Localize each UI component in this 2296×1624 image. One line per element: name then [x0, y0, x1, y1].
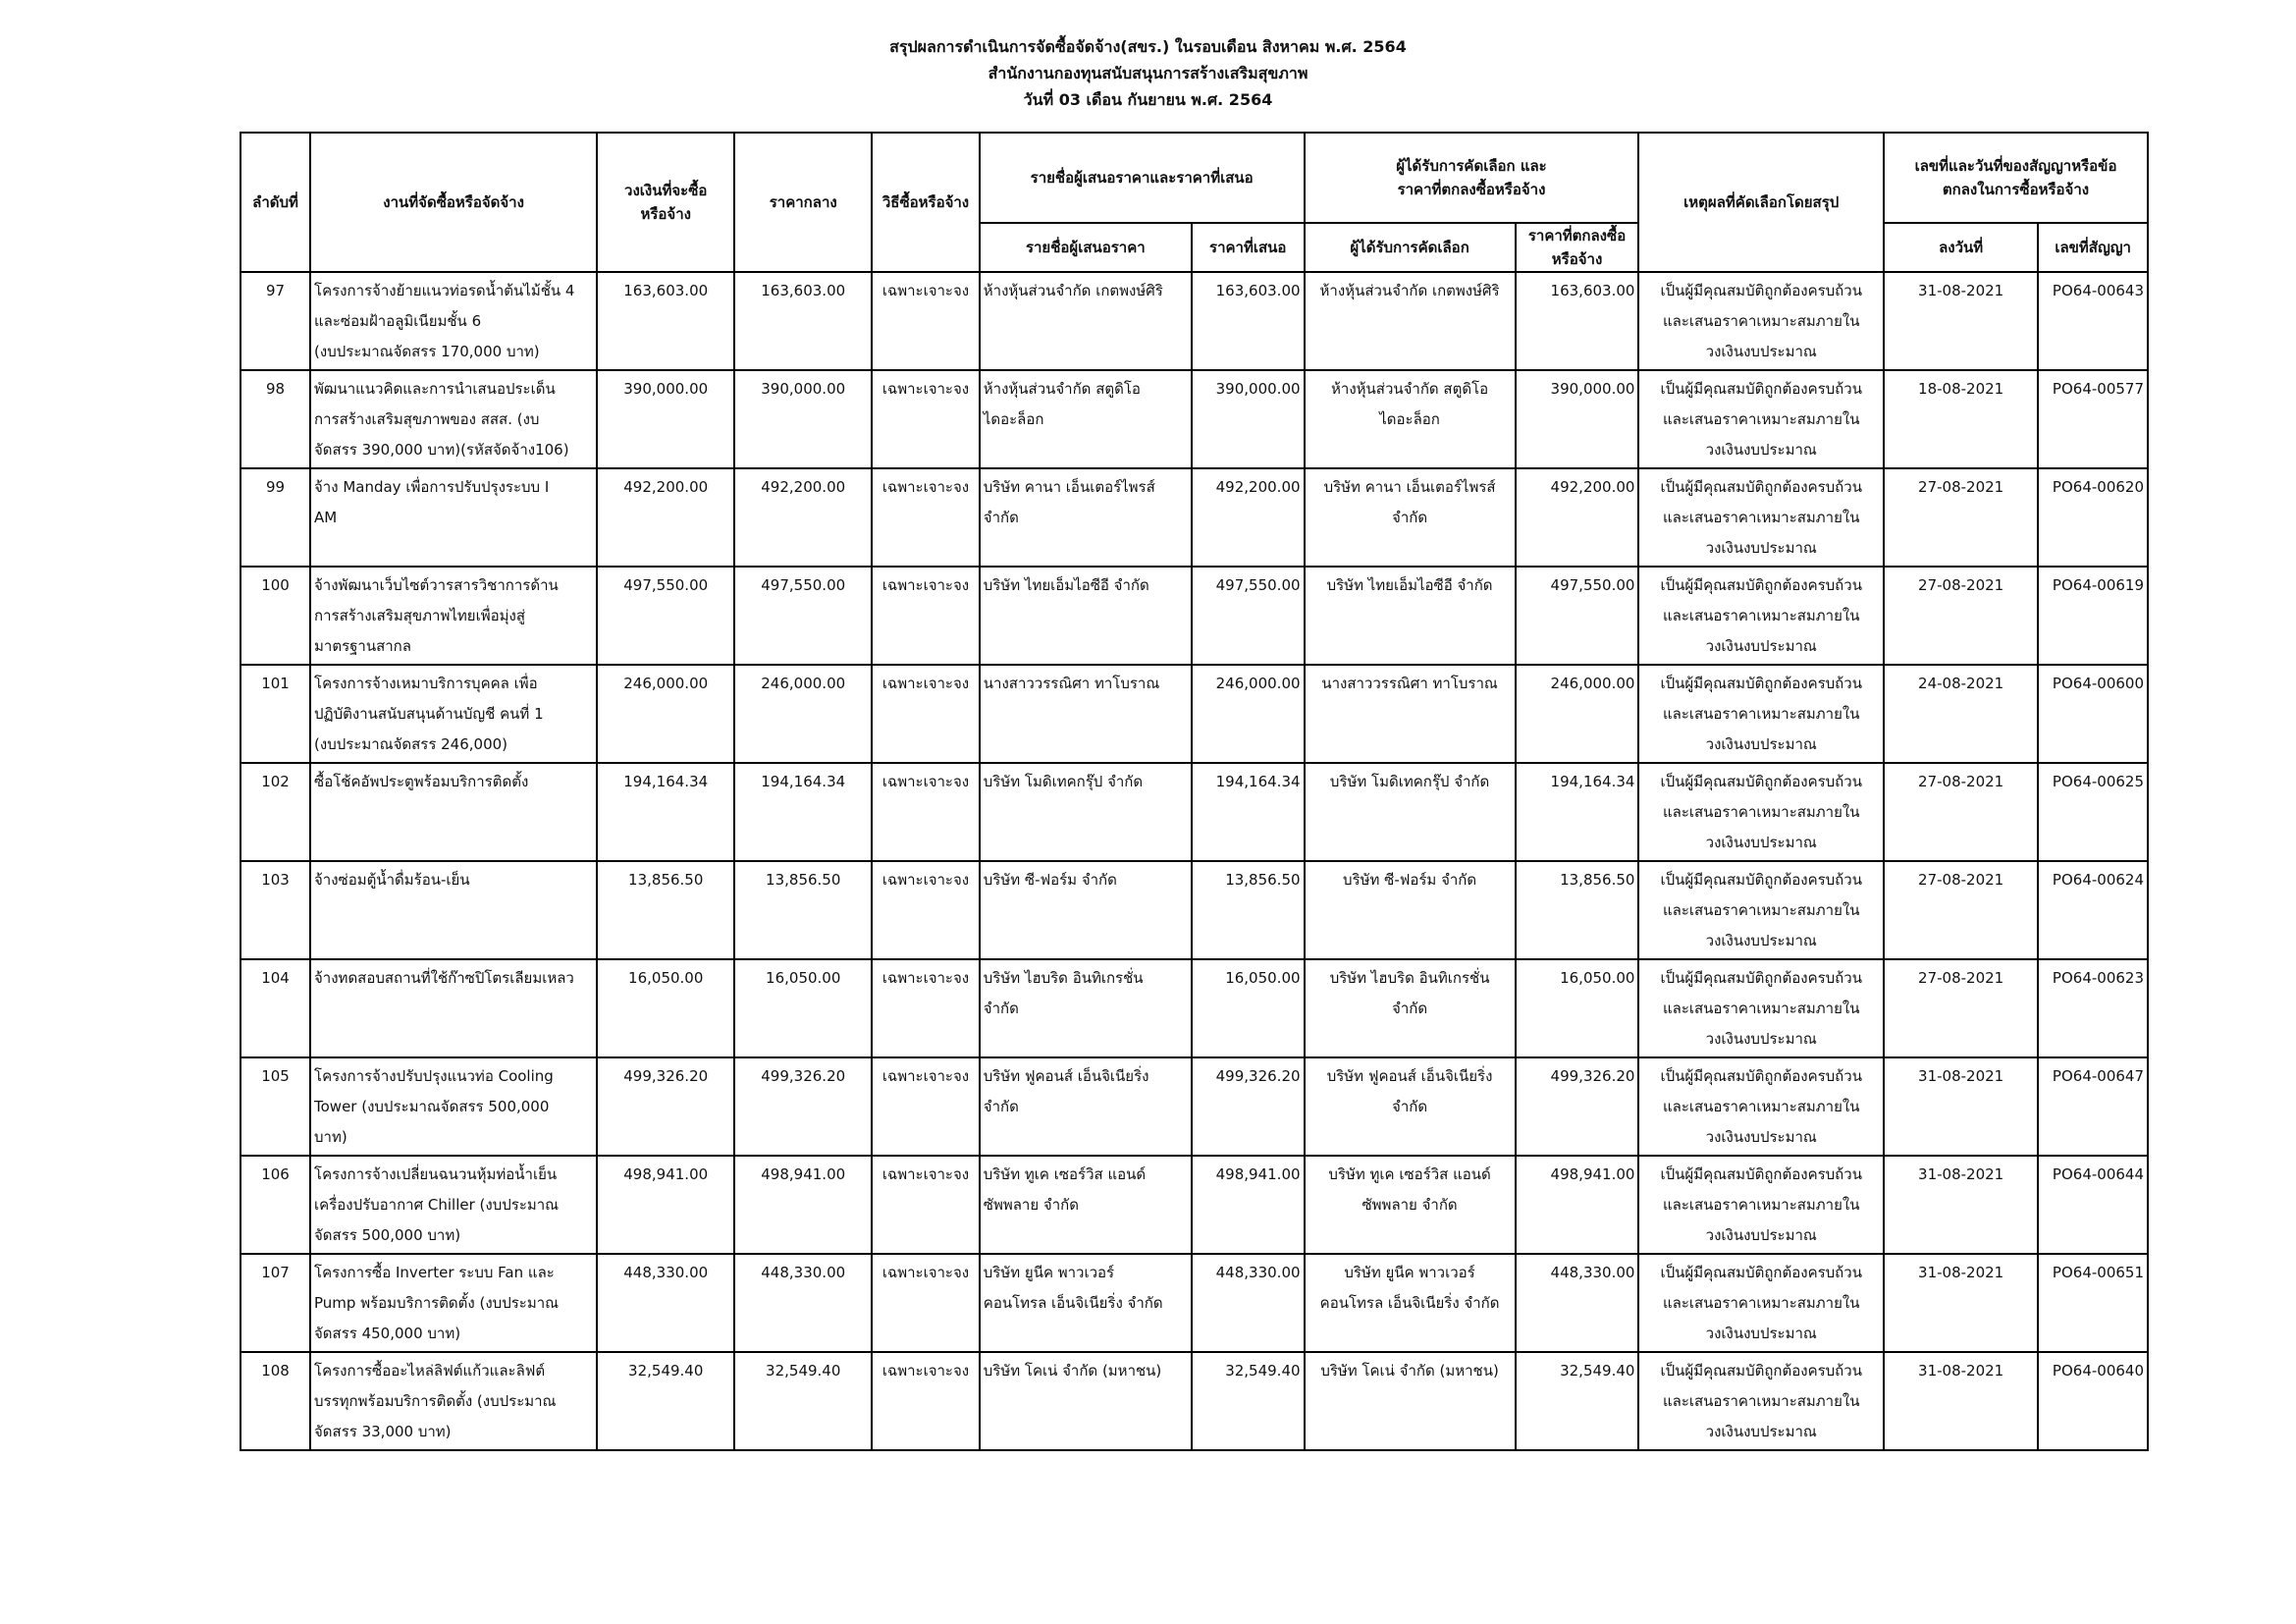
- table-row: [240, 1254, 2148, 1352]
- cell-reason-line: เป็นผู้มีคุณสมบัติถูกต้องครบถ้วน: [1660, 1067, 1862, 1085]
- cell-bid: 498,941.00: [1192, 1156, 1305, 1254]
- cell-contract-date: 24-08-2021: [1884, 665, 2038, 763]
- cell-bid: 497,550.00: [1192, 567, 1305, 665]
- cell-no: 108: [240, 1352, 310, 1450]
- cell-contract-date: 27-08-2021: [1884, 468, 2038, 567]
- cell-reason: [1638, 567, 1884, 665]
- col-header-work: งานที่จัดซื้อหรือจัดจ้าง: [310, 133, 597, 272]
- cell-work-line: จ้าง Manday เพื่อการปรับปรุงระบบ I: [314, 478, 550, 496]
- col-header-winner-name: ผู้ได้รับการคัดเลือก: [1305, 223, 1516, 272]
- cell-budget: 16,050.00: [597, 959, 734, 1057]
- cell-median: 163,603.00: [734, 272, 872, 370]
- table-row: [240, 468, 2148, 567]
- cell-agreed: 448,330.00: [1516, 1254, 1639, 1352]
- cell-work-line: โครงการซื้ออะไหล่ลิฟต์แก้วและลิฟต์: [314, 1362, 546, 1380]
- cell-reason-line: และเสนอราคาเหมาะสมภายใน: [1662, 509, 1860, 526]
- cell-reason-line: วงเงินงบประมาณ: [1705, 1325, 1817, 1342]
- cell-bidder: [980, 1254, 1192, 1352]
- cell-bidder-line: จำกัด: [983, 1000, 1019, 1017]
- cell-no: 101: [240, 665, 310, 763]
- cell-winner-line: ห้างหุ้นส่วนจำกัด เกตพงษ์ศิริ: [1319, 282, 1500, 299]
- cell-median: 497,550.00: [734, 567, 872, 665]
- col-header-budget: วงเงินที่จะซื้อหรือจ้าง: [597, 133, 734, 272]
- procurement-table: [240, 132, 2149, 1451]
- cell-method: เฉพาะเจาะจง: [872, 959, 980, 1057]
- cell-bidder-line: นางสาววรรณิศา ทาโบราณ: [983, 675, 1160, 692]
- cell-work-line: (งบประมาณจัดสรร 170,000 บาท): [314, 343, 540, 360]
- cell-method: เฉพาะเจาะจง: [872, 1057, 980, 1156]
- cell-work-line: โครงการจ้างย้ายแนวท่อรดน้ำต้นไม้ชั้น 4: [314, 282, 575, 299]
- col-header-bidder-name: รายชื่อผู้เสนอราคา: [980, 223, 1192, 272]
- cell-reason-line: วงเงินงบประมาณ: [1705, 834, 1817, 851]
- cell-reason-line: วงเงินงบประมาณ: [1705, 1226, 1817, 1244]
- cell-winner: [1305, 1057, 1516, 1156]
- cell-agreed: 246,000.00: [1516, 665, 1639, 763]
- cell-work: [310, 861, 597, 959]
- cell-no: 102: [240, 763, 310, 861]
- cell-contract-no: PO64-00600: [2038, 665, 2148, 763]
- cell-work: [310, 468, 597, 567]
- cell-reason-line: วงเงินงบประมาณ: [1705, 1030, 1817, 1048]
- cell-work-line: บาท): [314, 1128, 347, 1146]
- cell-bidder: [980, 861, 1192, 959]
- cell-bidder-line: ซัพพลาย จำกัด: [983, 1196, 1079, 1214]
- cell-winner: [1305, 959, 1516, 1057]
- cell-no: 105: [240, 1057, 310, 1156]
- table-body: [240, 272, 2148, 1450]
- cell-agreed: 498,941.00: [1516, 1156, 1639, 1254]
- col-header-contract-group: เลขที่และวันที่ของสัญญาหรือข้อตกลงในการซื้อหรือจ้าง: [1884, 133, 2148, 223]
- cell-method: เฉพาะเจาะจง: [872, 1254, 980, 1352]
- cell-median: 246,000.00: [734, 665, 872, 763]
- cell-work: [310, 1352, 597, 1450]
- cell-reason-line: เป็นผู้มีคุณสมบัติถูกต้องครบถ้วน: [1660, 871, 1862, 889]
- col-header-agreed-price: ราคาที่ตกลงซื้อหรือจ้าง: [1516, 223, 1639, 272]
- cell-work: [310, 1057, 597, 1156]
- cell-work: [310, 272, 597, 370]
- cell-no: 106: [240, 1156, 310, 1254]
- cell-agreed: 499,326.20: [1516, 1057, 1639, 1156]
- cell-work-line: เครื่องปรับอากาศ Chiller (งบประมาณ: [314, 1196, 560, 1214]
- cell-contract-date: 31-08-2021: [1884, 272, 2038, 370]
- cell-work: [310, 567, 597, 665]
- table-row: [240, 763, 2148, 861]
- cell-reason-line: และเสนอราคาเหมาะสมภายใน: [1662, 803, 1860, 821]
- cell-reason-line: และเสนอราคาเหมาะสมภายใน: [1662, 1392, 1860, 1410]
- table-row: [240, 665, 2148, 763]
- col-header-method: วิธีซื้อหรือจ้าง: [872, 133, 980, 272]
- cell-bidder: [980, 567, 1192, 665]
- cell-winner-line: ซัพพลาย จำกัด: [1362, 1196, 1458, 1214]
- cell-bidder: [980, 1352, 1192, 1450]
- cell-agreed: 390,000.00: [1516, 370, 1639, 468]
- cell-winner-line: จำกัด: [1392, 509, 1428, 526]
- cell-no: 98: [240, 370, 310, 468]
- table-row: [240, 1057, 2148, 1156]
- cell-bidder-line: บริษัท ทูเค เซอร์วิส แอนด์: [983, 1165, 1147, 1183]
- cell-work: [310, 370, 597, 468]
- cell-reason: [1638, 468, 1884, 567]
- cell-work-line: โครงการจ้างปรับปรุงแนวท่อ Cooling: [314, 1067, 554, 1085]
- cell-work: [310, 665, 597, 763]
- cell-reason-line: วงเงินงบประมาณ: [1705, 539, 1817, 557]
- cell-no: 100: [240, 567, 310, 665]
- cell-bidder-line: บริษัท ซี-ฟอร์ม จำกัด: [983, 871, 1117, 889]
- cell-winner: [1305, 567, 1516, 665]
- cell-work-line: จ้างพัฒนาเว็บไซต์วารสารวิชาการด้าน: [314, 576, 559, 594]
- cell-reason-line: และเสนอราคาเหมาะสมภายใน: [1662, 410, 1860, 428]
- cell-bid: 390,000.00: [1192, 370, 1305, 468]
- cell-contract-no: PO64-00625: [2038, 763, 2148, 861]
- col-header-bidders-group: รายชื่อผู้เสนอราคาและราคาที่เสนอ: [980, 133, 1305, 223]
- cell-bid: 16,050.00: [1192, 959, 1305, 1057]
- cell-bidder: [980, 763, 1192, 861]
- cell-method: เฉพาะเจาะจง: [872, 763, 980, 861]
- table-row: [240, 1156, 2148, 1254]
- cell-no: 99: [240, 468, 310, 567]
- cell-contract-no: PO64-00643: [2038, 272, 2148, 370]
- col-header-contract-no: เลขที่สัญญา: [2038, 223, 2148, 272]
- cell-contract-date: 27-08-2021: [1884, 959, 2038, 1057]
- cell-budget: 448,330.00: [597, 1254, 734, 1352]
- table-row: [240, 861, 2148, 959]
- cell-reason: [1638, 1057, 1884, 1156]
- cell-work-line: จัดสรร 33,000 บาท): [314, 1423, 452, 1440]
- cell-reason-line: วงเงินงบประมาณ: [1705, 637, 1817, 655]
- cell-contract-date: 31-08-2021: [1884, 1156, 2038, 1254]
- cell-contract-no: PO64-00651: [2038, 1254, 2148, 1352]
- cell-contract-date: 31-08-2021: [1884, 1352, 2038, 1450]
- cell-reason-line: และเสนอราคาเหมาะสมภายใน: [1662, 901, 1860, 919]
- cell-contract-no: PO64-00619: [2038, 567, 2148, 665]
- cell-work-line: พัฒนาแนวคิดและการนำเสนอประเด็น: [314, 380, 556, 398]
- cell-winner-line: คอนโทรล เอ็นจิเนียริ่ง จำกัด: [1319, 1294, 1500, 1312]
- cell-work-line: โครงการจ้างเปลี่ยนฉนวนหุ้มท่อน้ำเย็น: [314, 1165, 558, 1183]
- cell-contract-no: PO64-00623: [2038, 959, 2148, 1057]
- cell-winner: [1305, 763, 1516, 861]
- cell-method: เฉพาะเจาะจง: [872, 861, 980, 959]
- cell-budget: 163,603.00: [597, 272, 734, 370]
- cell-no: 107: [240, 1254, 310, 1352]
- cell-reason: [1638, 861, 1884, 959]
- cell-budget: 246,000.00: [597, 665, 734, 763]
- cell-reason-line: วงเงินงบประมาณ: [1705, 1423, 1817, 1440]
- cell-budget: 194,164.34: [597, 763, 734, 861]
- cell-winner-line: บริษัท ซี-ฟอร์ม จำกัด: [1343, 871, 1477, 889]
- cell-no: 103: [240, 861, 310, 959]
- document-title: สรุปผลการดำเนินการจัดซื้อจัดจ้าง(สขร.) ในรอบเดือน สิงหาคม พ.ศ. 2564: [889, 37, 1407, 56]
- cell-budget: 492,200.00: [597, 468, 734, 567]
- cell-reason-line: เป็นผู้มีคุณสมบัติถูกต้องครบถ้วน: [1660, 773, 1862, 790]
- cell-work-line: Pump พร้อมบริการติดตั้ง (งบประมาณ: [314, 1294, 560, 1312]
- cell-reason-line: เป็นผู้มีคุณสมบัติถูกต้องครบถ้วน: [1660, 1165, 1862, 1183]
- cell-method: เฉพาะเจาะจง: [872, 1352, 980, 1450]
- cell-bidder-line: ห้างหุ้นส่วนจำกัด สตูดิโอ: [983, 380, 1141, 398]
- cell-winner-line: บริษัท ไทยเอ็มไอซีอี จำกัด: [1326, 576, 1493, 594]
- cell-reason-line: วงเงินงบประมาณ: [1705, 441, 1817, 459]
- cell-contract-date: 27-08-2021: [1884, 861, 2038, 959]
- col-header-winner-group: ผู้ได้รับการคัดเลือก และราคาที่ตกลงซื้อหรือจ้าง: [1305, 133, 1639, 223]
- cell-reason: [1638, 272, 1884, 370]
- cell-winner-line: บริษัท ฟูคอนส์ เอ็นจิเนียริ่ง: [1326, 1067, 1493, 1085]
- cell-reason: [1638, 1156, 1884, 1254]
- cell-work-line: จ้างทดสอบสถานที่ใช้ก๊าซปิโตรเลียมเหลว: [314, 969, 574, 987]
- cell-work-line: การสร้างเสริมสุขภาพของ สสส. (งบ: [314, 410, 540, 428]
- cell-reason-line: และเสนอราคาเหมาะสมภายใน: [1662, 705, 1860, 723]
- cell-contract-date: 31-08-2021: [1884, 1254, 2038, 1352]
- cell-winner: [1305, 1352, 1516, 1450]
- cell-contract-no: PO64-00644: [2038, 1156, 2148, 1254]
- cell-budget: 498,941.00: [597, 1156, 734, 1254]
- cell-work-line: Tower (งบประมาณจัดสรร 500,000: [314, 1098, 550, 1115]
- cell-median: 492,200.00: [734, 468, 872, 567]
- cell-winner: [1305, 1156, 1516, 1254]
- cell-reason: [1638, 1352, 1884, 1450]
- cell-work: [310, 1156, 597, 1254]
- cell-agreed: 16,050.00: [1516, 959, 1639, 1057]
- document-header: [0, 33, 2296, 113]
- cell-no: 104: [240, 959, 310, 1057]
- cell-bidder: [980, 272, 1192, 370]
- cell-reason: [1638, 959, 1884, 1057]
- cell-winner-line: จำกัด: [1392, 1098, 1428, 1115]
- cell-work: [310, 1254, 597, 1352]
- cell-bid: 163,603.00: [1192, 272, 1305, 370]
- cell-work-line: จัดสรร 390,000 บาท)(รหัสจัดจ้าง106): [314, 441, 569, 459]
- cell-reason-line: เป็นผู้มีคุณสมบัติถูกต้องครบถ้วน: [1660, 282, 1862, 299]
- table-row: [240, 959, 2148, 1057]
- cell-median: 448,330.00: [734, 1254, 872, 1352]
- cell-method: เฉพาะเจาะจง: [872, 370, 980, 468]
- cell-winner: [1305, 370, 1516, 468]
- cell-method: เฉพาะเจาะจง: [872, 272, 980, 370]
- cell-bid: 492,200.00: [1192, 468, 1305, 567]
- cell-work-line: บรรทุกพร้อมบริการติดตั้ง (งบประมาณ: [314, 1392, 557, 1410]
- cell-contract-no: PO64-00647: [2038, 1057, 2148, 1156]
- cell-work-line: โครงการจ้างเหมาบริการบุคคล เพื่อ: [314, 675, 538, 692]
- cell-bid: 13,856.50: [1192, 861, 1305, 959]
- cell-contract-no: PO64-00640: [2038, 1352, 2148, 1450]
- cell-winner-line: บริษัท โคเน่ จำกัด (มหาชน): [1320, 1362, 1499, 1380]
- cell-winner: [1305, 861, 1516, 959]
- cell-budget: 390,000.00: [597, 370, 734, 468]
- cell-contract-no: PO64-00624: [2038, 861, 2148, 959]
- cell-reason-line: เป็นผู้มีคุณสมบัติถูกต้องครบถ้วน: [1660, 1264, 1862, 1281]
- cell-reason: [1638, 1254, 1884, 1352]
- col-header-median: ราคากลาง: [734, 133, 872, 272]
- cell-work-line: มาตรฐานสากล: [314, 637, 411, 655]
- cell-winner-line: บริษัท ไฮบริด อินทิเกรชั่น: [1329, 969, 1490, 987]
- table-row: [240, 1352, 2148, 1450]
- cell-bid: 448,330.00: [1192, 1254, 1305, 1352]
- cell-bid: 246,000.00: [1192, 665, 1305, 763]
- cell-budget: 499,326.20: [597, 1057, 734, 1156]
- cell-budget: 13,856.50: [597, 861, 734, 959]
- cell-work-line: AM: [314, 509, 338, 526]
- table-row: [240, 370, 2148, 468]
- cell-contract-date: 27-08-2021: [1884, 763, 2038, 861]
- cell-winner-line: นางสาววรรณิศา ทาโบราณ: [1321, 675, 1498, 692]
- cell-contract-date: 18-08-2021: [1884, 370, 2038, 468]
- cell-work-line: (งบประมาณจัดสรร 246,000): [314, 735, 508, 753]
- cell-reason-line: และเสนอราคาเหมาะสมภายใน: [1662, 1000, 1860, 1017]
- cell-winner-line: ห้างหุ้นส่วนจำกัด สตูดิโอ: [1331, 380, 1489, 398]
- cell-winner-line: บริษัท โมดิเทคกรุ๊ป จำกัด: [1329, 773, 1490, 790]
- cell-bidder: [980, 370, 1192, 468]
- cell-agreed: 163,603.00: [1516, 272, 1639, 370]
- col-header-bid-price: ราคาที่เสนอ: [1192, 223, 1305, 272]
- cell-contract-date: 27-08-2021: [1884, 567, 2038, 665]
- cell-work-line: โครงการซื้อ Inverter ระบบ Fan และ: [314, 1264, 555, 1281]
- cell-winner: [1305, 665, 1516, 763]
- cell-no: 97: [240, 272, 310, 370]
- cell-reason-line: เป็นผู้มีคุณสมบัติถูกต้องครบถ้วน: [1660, 1362, 1862, 1380]
- cell-bidder-line: บริษัท ฟูคอนส์ เอ็นจิเนียริ่ง: [983, 1067, 1149, 1085]
- cell-winner-line: จำกัด: [1392, 1000, 1428, 1017]
- cell-median: 499,326.20: [734, 1057, 872, 1156]
- cell-method: เฉพาะเจาะจง: [872, 567, 980, 665]
- cell-median: 32,549.40: [734, 1352, 872, 1450]
- cell-median: 390,000.00: [734, 370, 872, 468]
- cell-contract-date: 31-08-2021: [1884, 1057, 2038, 1156]
- col-header-reason: เหตุผลที่คัดเลือกโดยสรุป: [1638, 133, 1884, 272]
- cell-reason-line: วงเงินงบประมาณ: [1705, 343, 1817, 360]
- cell-bid: 32,549.40: [1192, 1352, 1305, 1450]
- cell-winner-line: บริษัท ทูเค เซอร์วิส แอนด์: [1328, 1165, 1491, 1183]
- cell-median: 194,164.34: [734, 763, 872, 861]
- cell-reason: [1638, 763, 1884, 861]
- cell-work-line: ซื้อโช้คอัพประตูพร้อมบริการติดตั้ง: [314, 773, 529, 790]
- cell-winner-line: บริษัท คานา เอ็นเตอร์ไพรส์: [1323, 478, 1496, 496]
- cell-work-line: จ้างซ่อมตู้น้ำดื่มร้อน-เย็น: [314, 871, 470, 889]
- cell-reason-line: วงเงินงบประมาณ: [1705, 735, 1817, 753]
- cell-method: เฉพาะเจาะจง: [872, 665, 980, 763]
- cell-reason-line: เป็นผู้มีคุณสมบัติถูกต้องครบถ้วน: [1660, 576, 1862, 594]
- cell-work-line: จัดสรร 450,000 บาท): [314, 1325, 461, 1342]
- cell-bidder-line: ไดอะล็อก: [983, 410, 1044, 428]
- cell-reason-line: และเสนอราคาเหมาะสมภายใน: [1662, 1098, 1860, 1115]
- cell-work: [310, 763, 597, 861]
- cell-work-line: การสร้างเสริมสุขภาพไทยเพื่อมุ่งสู่: [314, 607, 525, 624]
- cell-bidder: [980, 468, 1192, 567]
- cell-winner: [1305, 1254, 1516, 1352]
- cell-reason-line: เป็นผู้มีคุณสมบัติถูกต้องครบถ้วน: [1660, 969, 1862, 987]
- cell-method: เฉพาะเจาะจง: [872, 1156, 980, 1254]
- cell-bidder-line: จำกัด: [983, 1098, 1019, 1115]
- cell-work-line: และซ่อมฝ้าอลูมิเนียมชั้น 6: [314, 312, 482, 330]
- cell-bidder-line: บริษัท ยูนีค พาวเวอร์: [983, 1264, 1115, 1281]
- cell-bidder-line: บริษัท คานา เอ็นเตอร์ไพรส์: [983, 478, 1155, 496]
- cell-method: เฉพาะเจาะจง: [872, 468, 980, 567]
- cell-bidder-line: คอนโทรล เอ็นจิเนียริ่ง จำกัด: [983, 1294, 1163, 1312]
- cell-reason-line: และเสนอราคาเหมาะสมภายใน: [1662, 1196, 1860, 1214]
- cell-winner-line: ไดอะล็อก: [1379, 410, 1440, 428]
- cell-bidder: [980, 1057, 1192, 1156]
- cell-bidder-line: ห้างหุ้นส่วนจำกัด เกตพงษ์ศิริ: [983, 282, 1163, 299]
- cell-work-line: จัดสรร 500,000 บาท): [314, 1226, 461, 1244]
- cell-bidder: [980, 959, 1192, 1057]
- cell-bidder-line: บริษัท โมดิเทคกรุ๊ป จำกัด: [983, 773, 1144, 790]
- table-header: [240, 133, 2148, 272]
- cell-work: [310, 959, 597, 1057]
- cell-budget: 497,550.00: [597, 567, 734, 665]
- cell-reason-line: และเสนอราคาเหมาะสมภายใน: [1662, 607, 1860, 624]
- cell-reason-line: วงเงินงบประมาณ: [1705, 932, 1817, 949]
- cell-median: 498,941.00: [734, 1156, 872, 1254]
- cell-median: 16,050.00: [734, 959, 872, 1057]
- col-header-contract-date: ลงวันที่: [1884, 223, 2038, 272]
- cell-median: 13,856.50: [734, 861, 872, 959]
- cell-winner: [1305, 468, 1516, 567]
- cell-bidder-line: บริษัท ไฮบริด อินทิเกรชั่น: [983, 969, 1144, 987]
- cell-contract-no: PO64-00577: [2038, 370, 2148, 468]
- cell-reason: [1638, 370, 1884, 468]
- cell-agreed: 13,856.50: [1516, 861, 1639, 959]
- cell-bidder-line: จำกัด: [983, 509, 1019, 526]
- cell-reason-line: เป็นผู้มีคุณสมบัติถูกต้องครบถ้วน: [1660, 478, 1862, 496]
- cell-winner-line: บริษัท ยูนีค พาวเวอร์: [1344, 1264, 1475, 1281]
- cell-contract-no: PO64-00620: [2038, 468, 2148, 567]
- cell-bidder-line: บริษัท ไทยเอ็มไอซีอี จำกัด: [983, 576, 1149, 594]
- cell-bidder: [980, 665, 1192, 763]
- cell-bid: 194,164.34: [1192, 763, 1305, 861]
- cell-work-line: ปฏิบัติงานสนับสนุนด้านบัญชี คนที่ 1: [314, 705, 544, 723]
- cell-reason-line: และเสนอราคาเหมาะสมภายใน: [1662, 312, 1860, 330]
- cell-agreed: 194,164.34: [1516, 763, 1639, 861]
- table-row: [240, 272, 2148, 370]
- organization-name: สำนักงานกองทุนสนับสนุนการสร้างเสริมสุขภาพ: [988, 64, 1308, 82]
- cell-reason-line: เป็นผู้มีคุณสมบัติถูกต้องครบถ้วน: [1660, 380, 1862, 398]
- cell-budget: 32,549.40: [597, 1352, 734, 1450]
- cell-reason-line: วงเงินงบประมาณ: [1705, 1128, 1817, 1146]
- table-row: [240, 567, 2148, 665]
- cell-agreed: 497,550.00: [1516, 567, 1639, 665]
- cell-bidder-line: บริษัท โคเน่ จำกัด (มหาชน): [983, 1362, 1162, 1380]
- cell-reason-line: เป็นผู้มีคุณสมบัติถูกต้องครบถ้วน: [1660, 675, 1862, 692]
- cell-agreed: 32,549.40: [1516, 1352, 1639, 1450]
- cell-winner: [1305, 272, 1516, 370]
- report-date: วันที่ 03 เดือน กันยายน พ.ศ. 2564: [1023, 90, 1273, 109]
- col-header-no: ลำดับที่: [240, 133, 310, 272]
- cell-reason: [1638, 665, 1884, 763]
- cell-bid: 499,326.20: [1192, 1057, 1305, 1156]
- cell-reason-line: และเสนอราคาเหมาะสมภายใน: [1662, 1294, 1860, 1312]
- cell-agreed: 492,200.00: [1516, 468, 1639, 567]
- cell-bidder: [980, 1156, 1192, 1254]
